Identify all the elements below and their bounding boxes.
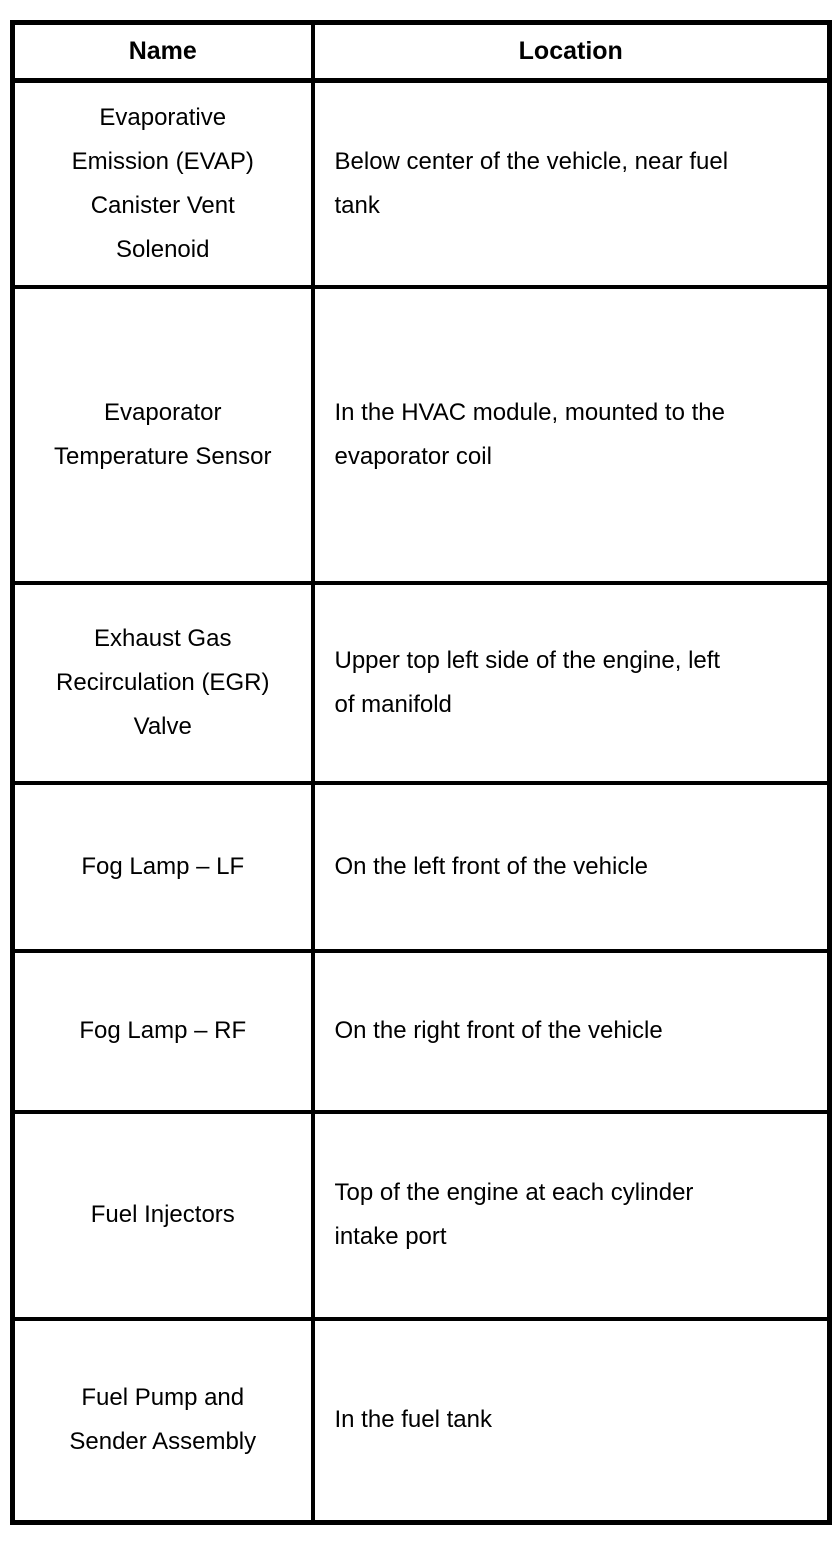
location-cell	[313, 81, 830, 287]
name-cell	[13, 287, 313, 583]
component-name: Exhaust Gas Recirculation (EGR) Valve	[56, 624, 270, 740]
name-cell	[13, 1112, 313, 1319]
table-row	[13, 81, 830, 287]
name-cell	[13, 583, 313, 783]
name-cell	[13, 783, 313, 951]
table-header-row	[13, 23, 830, 81]
table-row	[13, 287, 830, 583]
table-row	[13, 951, 830, 1112]
component-name: Fuel Pump and Sender Assembly	[69, 1384, 257, 1456]
component-location: Below center of the vehicle, near fuel tank	[334, 147, 729, 219]
component-location: In the HVAC module, mounted to the evaporator coil	[334, 398, 725, 470]
location-cell	[313, 1319, 830, 1523]
component-name: Fog Lamp – RF	[79, 1017, 247, 1044]
component-location: In the fuel tank	[334, 1406, 492, 1434]
component-name: Fuel Injectors	[90, 1201, 235, 1228]
location-cell	[313, 783, 830, 951]
location-cell	[313, 951, 830, 1112]
table-row	[13, 1319, 830, 1523]
component-name: Evaporator Temperature Sensor	[54, 398, 272, 470]
table-row	[13, 583, 830, 783]
table-row	[13, 1112, 830, 1319]
name-cell	[13, 951, 313, 1112]
column-header-name: Name	[13, 23, 313, 81]
component-name: Evaporative Emission (EVAP) Canister Vent Solenoid	[71, 103, 254, 263]
component-name: Fog Lamp – LF	[81, 852, 245, 880]
name-cell	[13, 1319, 313, 1523]
component-location: On the left front of the vehicle	[334, 852, 649, 880]
name-cell	[13, 81, 313, 287]
column-header-location: Location	[313, 23, 830, 81]
location-cell	[313, 583, 830, 783]
component-location: Upper top left side of the engine, left of manifold	[334, 646, 721, 718]
component-location-table	[10, 20, 832, 1525]
table-row	[13, 783, 830, 951]
location-cell	[313, 1112, 830, 1319]
location-cell	[313, 287, 830, 583]
component-location: On the right front of the vehicle	[334, 1017, 663, 1044]
component-location: Top of the engine at each cylinder intake port	[334, 1179, 694, 1250]
